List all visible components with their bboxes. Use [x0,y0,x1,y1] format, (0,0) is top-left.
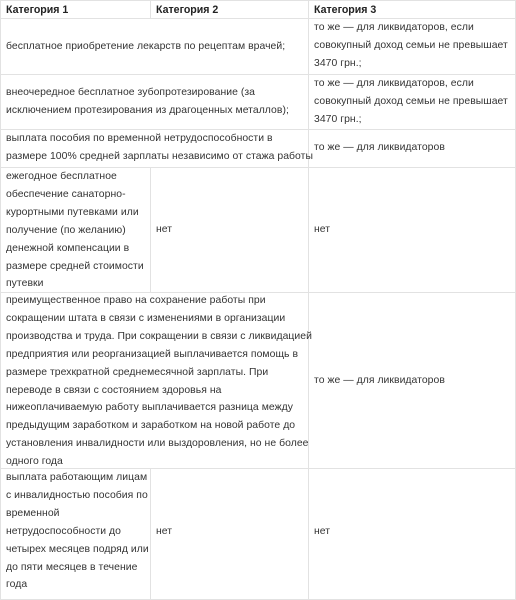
column-divider [150,0,151,18]
row-4-category-2: нет [156,224,173,235]
row-5-category-1: преимущественное право на сохранение работы при сокращении штата в связи с изменениями в организации производства и труда. При сокращении в связи с ликвидацией предприятия или реорганизацией выплачивается помощь в размере трехкратной среднемесячной зарплаты. При переводе в связи с состоянием здоровья на нижеоплачиваемую работу выплачивается разница между предыдущим заработком и заработком на новой работе до установления инвалидности или выздоровления, но не более одного года [6,295,312,468]
row-2-category-1: внеочередное бесплатное зубопротезирование (за исключением протезирования из драгоценных металлов); [6,87,289,116]
row-3-category-1: выплата пособия по временной нетрудоспособности в размере 100% средней зарплаты независимо от стажа работы [6,133,313,162]
column-divider [0,0,1,600]
row-1-category-3: то же — для ликвидаторов, если совокупный доход семьи не превышает 3470 грн.; [314,22,508,69]
header-category-1: Категория 1 [6,4,69,16]
row-4-category-1: ежегодное бесплатное обеспечение санаторно- курортными путевками или получение (по желанию) денежной компенсации в размере средней стоимости путевки [6,171,144,290]
row-1-category-1: бесплатное приобретение лекарств по рецептам врачей; [6,41,286,52]
row-5-category-3: то же — для ликвидаторов [314,375,445,386]
row-6-category-1: выплата работающим лицам с инвалидностью пособия по временной нетрудоспособности до четырех месяцев подряд или до пяти месяцев в течение года [6,472,149,591]
header-category-2: Категория 2 [156,4,219,16]
column-divider [150,468,151,600]
header-category-3: Категория 3 [314,4,377,16]
row-6-category-3: нет [314,526,331,537]
row-4-category-3: нет [314,224,331,235]
row-6-category-2: нет [156,526,173,537]
column-divider [150,167,151,292]
table-border [0,0,516,1]
row-2-category-3: то же — для ликвидаторов, если совокупный доход семьи не превышает 3470 грн.; [314,78,508,125]
row-3-category-3: то же — для ликвидаторов [314,142,445,153]
